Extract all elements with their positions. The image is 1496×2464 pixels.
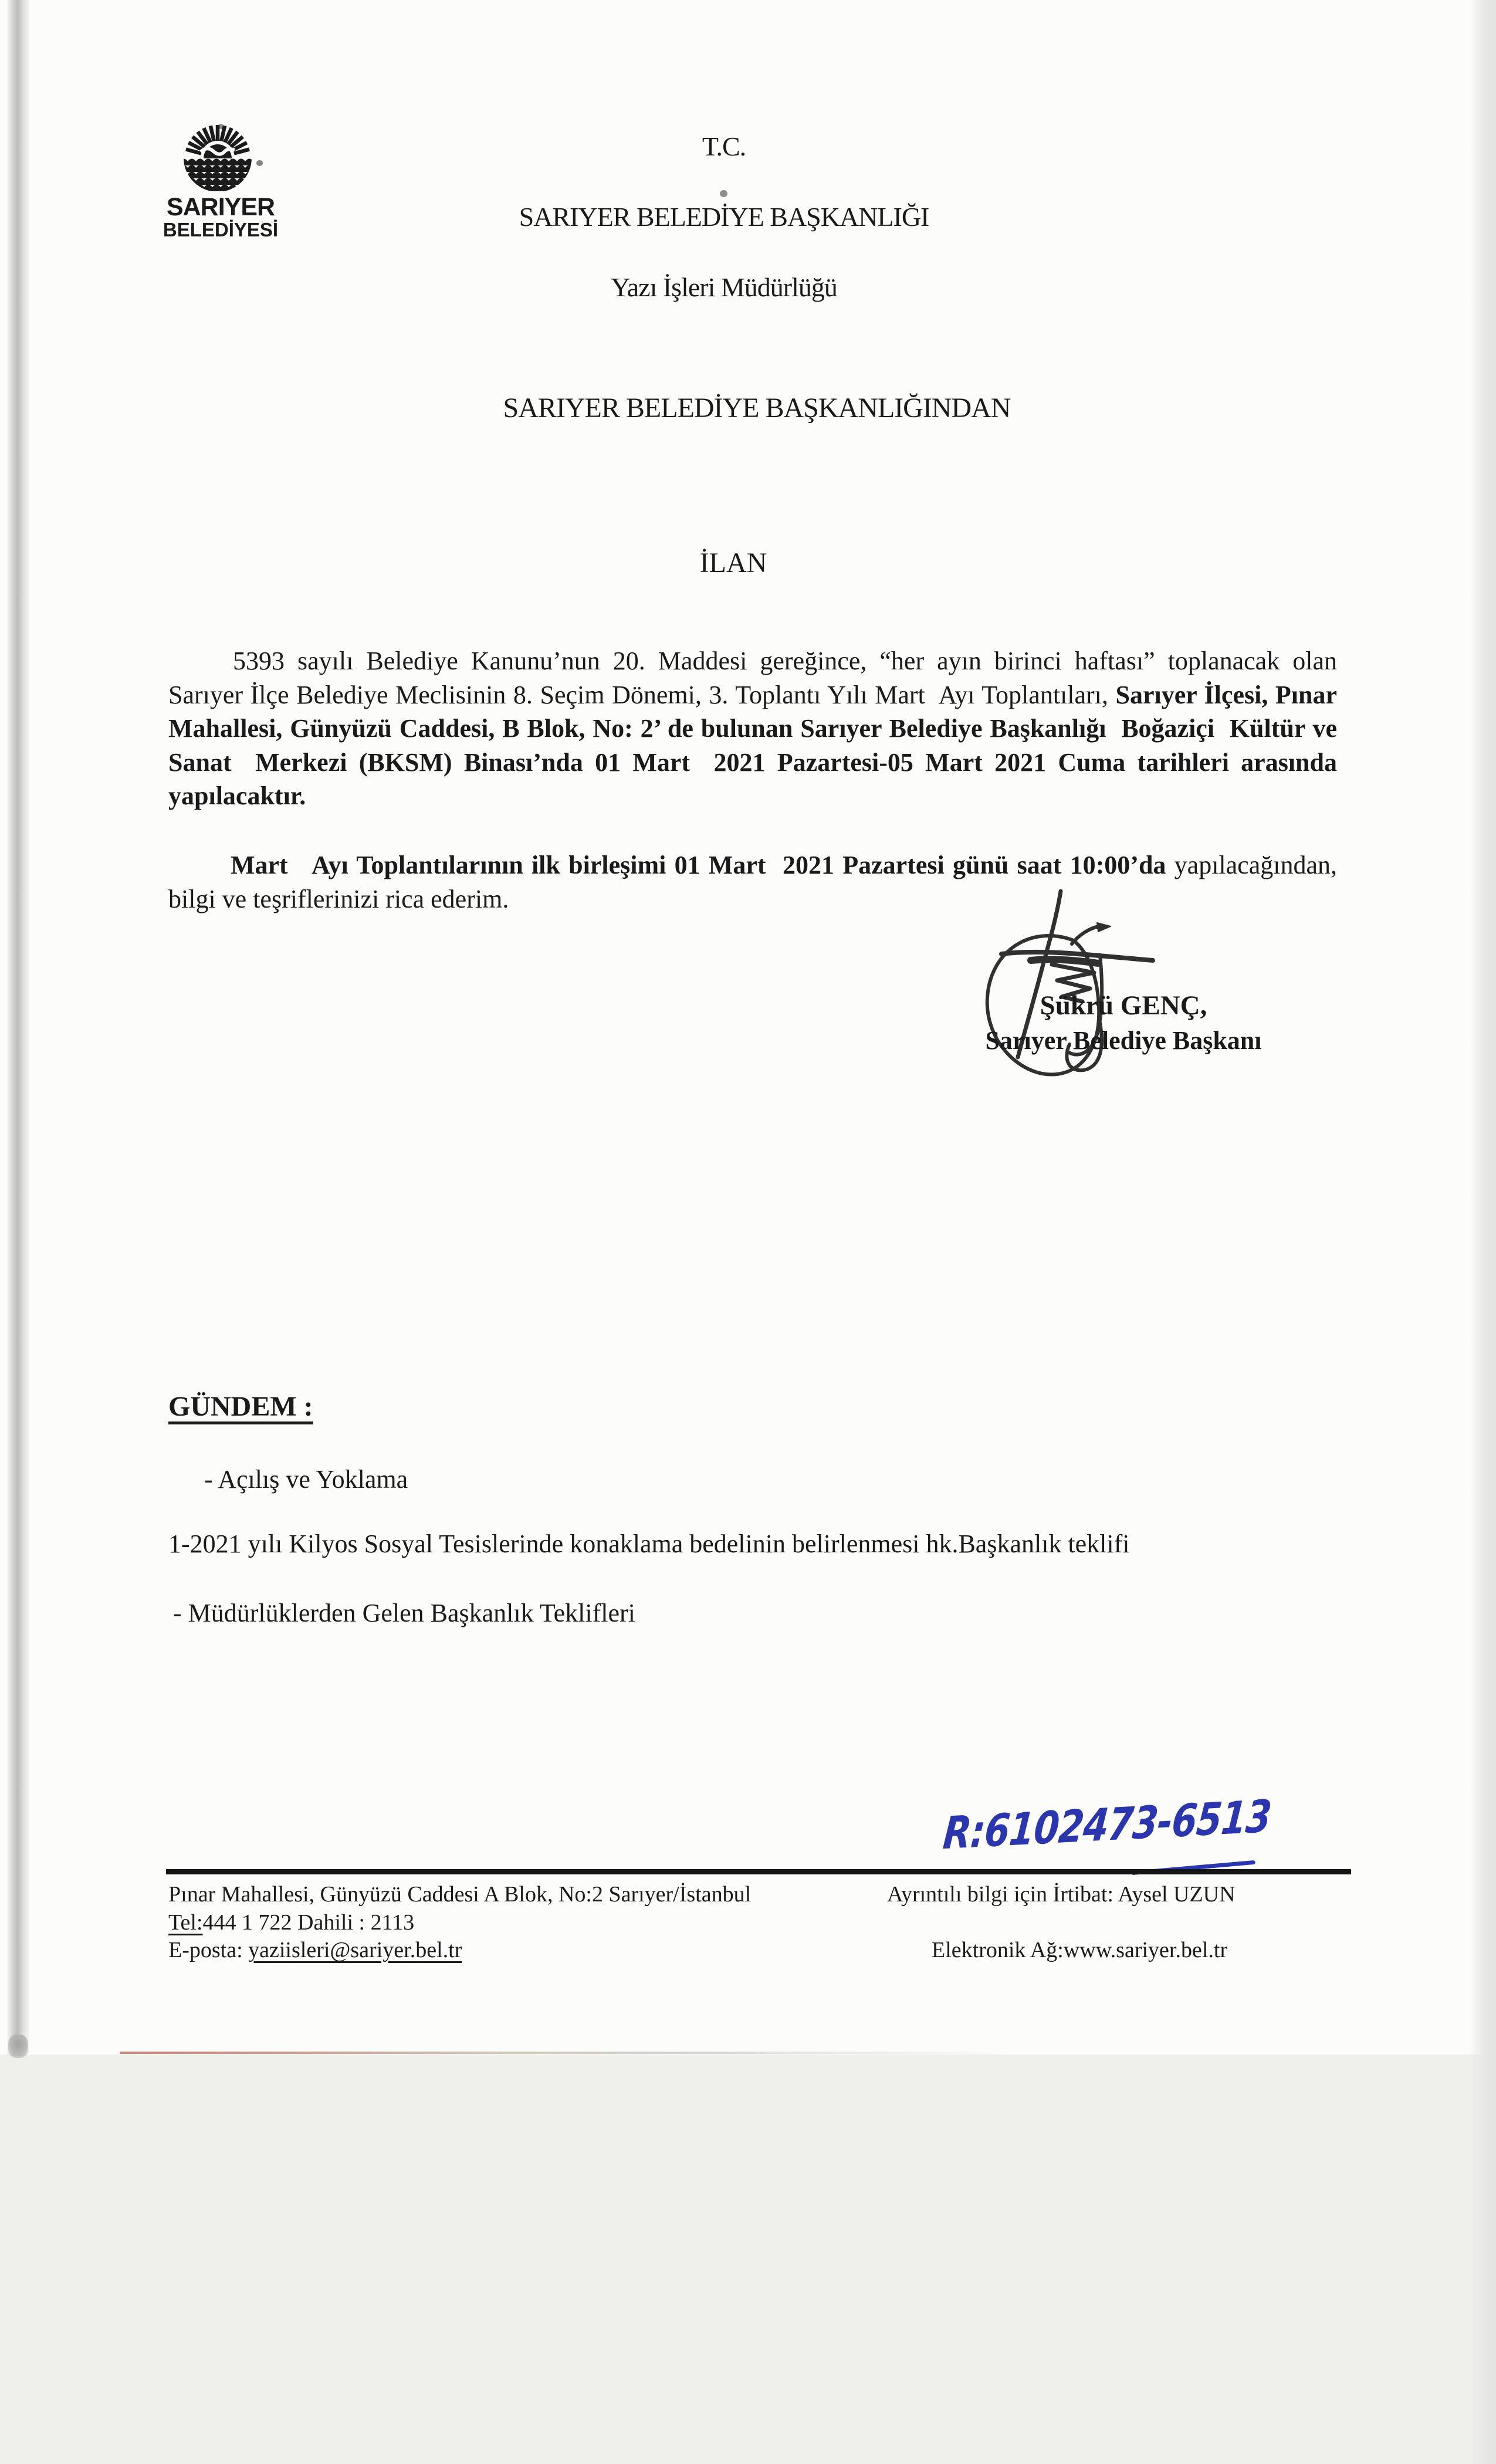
agenda-heading: GÜNDEM : [168, 1391, 313, 1422]
footer-telephone [168, 1909, 414, 1936]
footer-rule [166, 1869, 1351, 1874]
footer-contact-person: Ayrıntılı bilgi için İrtibat: Aysel UZUN [887, 1882, 1236, 1907]
logo-text-line2: BELEDİYESİ [163, 219, 279, 241]
email-address: yaziisleri@sariyer.bel.tr [248, 1938, 462, 1962]
announcement-heading: İLAN [699, 547, 767, 578]
footer-email [168, 1937, 462, 1964]
letterhead-tc: T.C. [702, 131, 746, 161]
signatory-title: Sarıyer Belediye Başkanı [985, 1026, 1262, 1055]
scan-edge-right [1469, 0, 1496, 2464]
scan-edge-left [7, 0, 29, 2056]
logo-text-line1: SARIYER [166, 193, 275, 221]
email-label: E-posta: [168, 1938, 249, 1962]
agenda-item: - Açılış ve Yoklama [204, 1465, 408, 1494]
letterhead-department: Yazı İşleri Müdürlüğü [611, 272, 837, 302]
letterhead [0, 129, 1448, 305]
handwritten-registry-number: R:6102473-6513 [941, 1789, 1274, 1860]
paragraph-bold-part: Sarıyer İlçesi, Pınar Mahallesi, Günyüzü Caddesi, B Blok, No: 2’ de bulunan Sarıyer Belediye Başkanlığı Boğaziçi Kültür ve Sanat Merkezi (BKSM) Binası’nda 01 Mart 2021 Pazartesi-05 Mart 2021 Cuma tarihleri arasında yapılacaktır. [168, 680, 1350, 810]
paragraph-normal-part: 5393 sayılı Belediye Kanunu’nun 20. Maddesi gereğince, “her ayın birinci haftası” toplanacak olan Sarıyer İlçe Belediye Meclisinin 8. Seçim Dönemi, 3. Toplantı Yılı Mart Ayı Toplantıları, [168, 647, 1343, 709]
letterhead-institution: SARIYER BELEDİYE BAŞKANLIĞI [519, 202, 929, 232]
scan-edge-artifact [8, 2035, 28, 2058]
signature-block [959, 988, 1288, 1058]
scan-seam-line [120, 2052, 1021, 2054]
footer-website: Elektronik Ağ:www.sariyer.bel.tr [932, 1938, 1228, 1962]
paragraph-meeting-notice [168, 644, 1350, 813]
agenda-item: 1-2021 yılı Kilyos Sosyal Tesislerinde konaklama bedelinin belirlenmesi hk.Başkanlık teklifi [168, 1529, 1130, 1558]
tel-label: Tel: [168, 1910, 203, 1935]
signatory-name: Şükrü GENÇ, [1040, 990, 1207, 1021]
tel-value: 444 1 722 Dahili : 2113 [202, 1910, 415, 1935]
document-title: SARIYER BELEDİYE BAŞKANLIĞINDAN [503, 392, 1011, 424]
paragraph-normal-part: yapılacağından, bilgi ve teşriflerinizi rica ederim. [168, 851, 1343, 913]
paragraph-bold-part: Mart Ayı Toplantılarının ilk birleşimi 01 Mart 2021 Pazartesi günü saat 10:00’da [231, 851, 1175, 879]
footer-address: Pınar Mahallesi, Günyüzü Caddesi A Blok, No:2 Sarıyer/İstanbul [168, 1882, 752, 1907]
agenda-item: - Müdürlüklerden Gelen Başkanlık Teklifleri [173, 1599, 635, 1627]
